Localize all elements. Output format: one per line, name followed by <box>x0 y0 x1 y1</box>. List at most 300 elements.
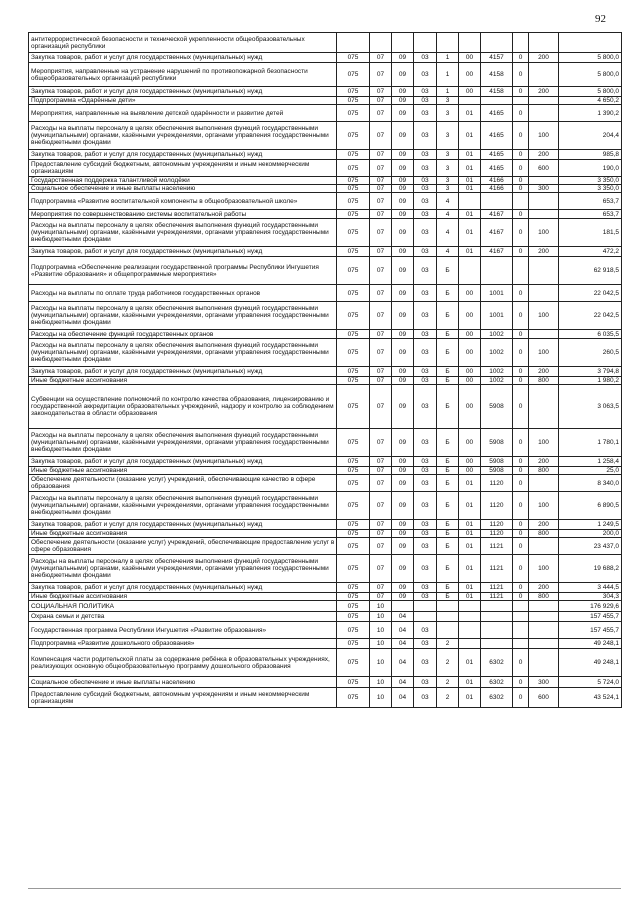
row-code-cell: 09 <box>392 367 414 377</box>
row-name-cell: Государственная программа Республики Ингушетия «Развитие образования» <box>29 622 337 639</box>
row-code-cell: 00 <box>459 367 481 377</box>
row-code-cell: 100 <box>529 339 559 367</box>
row-code-cell: 100 <box>529 492 559 520</box>
row-code-cell: 5908 <box>481 429 513 457</box>
row-code-cell: 0 <box>513 63 529 87</box>
row-code-cell: 03 <box>414 330 437 339</box>
table-row <box>29 257 622 285</box>
row-code-cell: 01 <box>459 105 481 122</box>
row-code-cell: 07 <box>370 530 392 538</box>
row-code-cell: 075 <box>337 105 370 122</box>
row-code-cell: 6302 <box>481 677 513 688</box>
row-code-cell: 1120 <box>481 475 513 492</box>
row-name-cell: Расходы на выплаты персоналу в целях обеспечения выполнения функций государственными (муниципальными) органами, казёнными учреждениями, органами управления государственными внебюджетными фондами <box>29 302 337 330</box>
row-sum-cell: 653,7 <box>559 210 622 219</box>
row-code-cell: 01 <box>459 593 481 601</box>
row-code-cell: 075 <box>337 688 370 708</box>
row-code-cell: 07 <box>370 247 392 257</box>
row-code-cell: 09 <box>392 185 414 193</box>
row-code-cell: 300 <box>529 185 559 193</box>
row-code-cell: 09 <box>392 492 414 520</box>
row-code-cell: 0 <box>513 467 529 475</box>
row-code-cell: 09 <box>392 177 414 185</box>
row-code-cell: 200 <box>529 583 559 593</box>
row-code-cell: 00 <box>459 87 481 97</box>
row-code-cell: 4158 <box>481 87 513 97</box>
row-sum-cell: 157 455,7 <box>559 622 622 639</box>
row-code-cell <box>529 257 559 285</box>
row-code-cell: 3 <box>437 150 459 160</box>
row-code-cell <box>437 33 459 53</box>
row-code-cell <box>529 33 559 53</box>
row-code-cell: 3 <box>437 185 459 193</box>
row-code-cell: 6302 <box>481 688 513 708</box>
row-name-cell: Расходы на выплаты персоналу в целях обеспечения выполнения функций государственными (муниципальными) органами, казёнными учреждениями, органами управления государственными внебюджетными фондами <box>29 219 337 247</box>
table-row <box>29 467 622 475</box>
table-row <box>29 475 622 492</box>
row-code-cell: 075 <box>337 150 370 160</box>
row-code-cell <box>392 601 414 612</box>
row-code-cell: 01 <box>459 492 481 520</box>
row-code-cell <box>529 601 559 612</box>
row-code-cell: 0 <box>513 555 529 583</box>
row-code-cell: 00 <box>459 302 481 330</box>
row-sum-cell: 5 800,0 <box>559 53 622 63</box>
row-name-cell: Социальное обеспечение и иные выплаты населению <box>29 677 337 688</box>
table-row <box>29 555 622 583</box>
row-code-cell: 075 <box>337 385 370 429</box>
row-code-cell <box>437 622 459 639</box>
row-code-cell <box>459 33 481 53</box>
row-code-cell: 01 <box>459 150 481 160</box>
row-code-cell: 4167 <box>481 219 513 247</box>
row-code-cell: 4157 <box>481 53 513 63</box>
row-code-cell: 03 <box>414 219 437 247</box>
row-code-cell: 0 <box>513 475 529 492</box>
row-code-cell: 01 <box>459 555 481 583</box>
row-code-cell: 09 <box>392 555 414 583</box>
row-code-cell: 4 <box>437 193 459 210</box>
table-row <box>29 593 622 601</box>
row-code-cell: 200 <box>529 520 559 530</box>
row-code-cell: 09 <box>392 583 414 593</box>
row-code-cell: 075 <box>337 53 370 63</box>
row-code-cell <box>529 330 559 339</box>
row-code-cell: 03 <box>414 339 437 367</box>
row-code-cell: 01 <box>459 520 481 530</box>
row-code-cell: 075 <box>337 467 370 475</box>
row-code-cell: 0 <box>513 385 529 429</box>
row-code-cell <box>414 33 437 53</box>
row-code-cell: 03 <box>414 367 437 377</box>
row-code-cell: 0 <box>513 105 529 122</box>
row-code-cell: 1121 <box>481 538 513 555</box>
row-code-cell: 03 <box>414 520 437 530</box>
row-code-cell <box>529 97 559 105</box>
row-code-cell: 100 <box>529 555 559 583</box>
row-code-cell: 1 <box>437 63 459 87</box>
row-name-cell: Подпрограмма «Развитие дошкольного образования» <box>29 639 337 649</box>
row-code-cell: 04 <box>392 688 414 708</box>
table-row <box>29 639 622 649</box>
row-name-cell: Расходы на выплаты персоналу в целях обеспечения выполнения функций государственными (муниципальными) органами, казёнными учреждениями, органами управления государственными внебюджетными фондами <box>29 122 337 150</box>
row-code-cell: 600 <box>529 160 559 177</box>
row-code-cell: 04 <box>392 612 414 622</box>
row-code-cell: Б <box>437 530 459 538</box>
row-code-cell: 09 <box>392 467 414 475</box>
row-code-cell: 09 <box>392 339 414 367</box>
row-code-cell: 1 <box>437 87 459 97</box>
row-code-cell: 00 <box>459 429 481 457</box>
table-row <box>29 247 622 257</box>
row-code-cell <box>529 538 559 555</box>
row-code-cell: 09 <box>392 429 414 457</box>
row-code-cell: 5908 <box>481 467 513 475</box>
row-code-cell: 800 <box>529 530 559 538</box>
row-code-cell: 4 <box>437 210 459 219</box>
row-code-cell <box>513 612 529 622</box>
table-row <box>29 385 622 429</box>
row-name-cell: Иные бюджетные ассигнования <box>29 593 337 601</box>
row-code-cell: 03 <box>414 53 437 63</box>
row-code-cell: 03 <box>414 150 437 160</box>
row-code-cell: 07 <box>370 429 392 457</box>
row-code-cell: 00 <box>459 385 481 429</box>
row-code-cell: 07 <box>370 257 392 285</box>
row-code-cell: 07 <box>370 219 392 247</box>
row-code-cell: 03 <box>414 583 437 593</box>
row-code-cell: 01 <box>459 177 481 185</box>
table-row <box>29 330 622 339</box>
row-code-cell <box>481 97 513 105</box>
row-code-cell: Б <box>437 475 459 492</box>
table-row <box>29 150 622 160</box>
row-name-cell: Иные бюджетные ассигнования <box>29 377 337 385</box>
row-code-cell: 00 <box>459 467 481 475</box>
row-code-cell: 07 <box>370 53 392 63</box>
table-row <box>29 53 622 63</box>
row-code-cell: 00 <box>459 53 481 63</box>
table-row <box>29 63 622 87</box>
row-code-cell: 07 <box>370 583 392 593</box>
row-code-cell: 09 <box>392 285 414 302</box>
row-code-cell <box>459 257 481 285</box>
row-code-cell: 07 <box>370 302 392 330</box>
row-name-cell: Мероприятия, направленные на устранение нарушений по противопожарной безопасности общеобразовательных организаций республики <box>29 63 337 87</box>
row-name-cell: Обеспечение деятельности (оказание услуг) учреждений, обеспечивающие предоставление услуг в сфере образования <box>29 538 337 555</box>
row-code-cell: 09 <box>392 122 414 150</box>
row-name-cell: Иные бюджетные ассигнования <box>29 530 337 538</box>
row-code-cell: 0 <box>513 177 529 185</box>
row-code-cell: 03 <box>414 105 437 122</box>
row-code-cell: 075 <box>337 367 370 377</box>
row-code-cell: 09 <box>392 385 414 429</box>
row-code-cell: 01 <box>459 677 481 688</box>
row-code-cell: Б <box>437 367 459 377</box>
row-name-cell: Закупка товаров, работ и услуг для государственных (муниципальных) нужд <box>29 367 337 377</box>
row-code-cell <box>529 649 559 677</box>
row-code-cell: 0 <box>513 122 529 150</box>
row-code-cell: 075 <box>337 219 370 247</box>
table-row <box>29 457 622 467</box>
row-code-cell: 01 <box>459 583 481 593</box>
row-code-cell: 03 <box>414 677 437 688</box>
row-name-cell: Подпрограмма «Одарённые дети» <box>29 97 337 105</box>
table-row <box>29 677 622 688</box>
row-code-cell: 07 <box>370 210 392 219</box>
row-code-cell: 09 <box>392 150 414 160</box>
row-code-cell: 0 <box>513 302 529 330</box>
row-code-cell: 03 <box>414 649 437 677</box>
row-code-cell: 04 <box>392 677 414 688</box>
row-code-cell: 0 <box>513 377 529 385</box>
row-code-cell: 07 <box>370 87 392 97</box>
row-sum-cell: 49 248,1 <box>559 639 622 649</box>
row-code-cell: 0 <box>513 688 529 708</box>
row-code-cell: 3 <box>437 97 459 105</box>
row-code-cell: 075 <box>337 160 370 177</box>
row-code-cell: 07 <box>370 475 392 492</box>
row-sum-cell: 19 688,2 <box>559 555 622 583</box>
row-code-cell <box>513 257 529 285</box>
row-sum-cell: 1 780,1 <box>559 429 622 457</box>
row-code-cell: 09 <box>392 475 414 492</box>
row-code-cell <box>392 33 414 53</box>
row-code-cell: 03 <box>414 97 437 105</box>
row-code-cell: 4165 <box>481 160 513 177</box>
row-code-cell: 2 <box>437 639 459 649</box>
row-code-cell: Б <box>437 520 459 530</box>
row-code-cell: 07 <box>370 385 392 429</box>
row-code-cell: 10 <box>370 688 392 708</box>
row-name-cell: Закупка товаров, работ и услуг для государственных (муниципальных) нужд <box>29 87 337 97</box>
row-code-cell <box>437 612 459 622</box>
table-row <box>29 122 622 150</box>
row-code-cell: 0 <box>513 677 529 688</box>
row-code-cell: 300 <box>529 677 559 688</box>
row-code-cell: 03 <box>414 87 437 97</box>
row-name-cell: Мероприятия по совершенствованию системы воспитательной работы <box>29 210 337 219</box>
row-code-cell: 3 <box>437 122 459 150</box>
row-code-cell: 075 <box>337 429 370 457</box>
row-code-cell: 0 <box>513 583 529 593</box>
row-code-cell: 4166 <box>481 185 513 193</box>
row-code-cell: 075 <box>337 530 370 538</box>
row-code-cell <box>370 33 392 53</box>
table-row <box>29 177 622 185</box>
row-code-cell: 075 <box>337 210 370 219</box>
row-code-cell: 09 <box>392 520 414 530</box>
row-code-cell: 03 <box>414 302 437 330</box>
row-code-cell: 4158 <box>481 63 513 87</box>
row-code-cell: Б <box>437 339 459 367</box>
row-code-cell: 04 <box>392 622 414 639</box>
row-code-cell: 07 <box>370 97 392 105</box>
row-name-cell: Подпрограмма «Развитие воспитательной компоненты в общеобразовательной школе» <box>29 193 337 210</box>
row-sum-cell: 22 042,5 <box>559 302 622 330</box>
row-code-cell: Б <box>437 583 459 593</box>
row-sum-cell: 181,5 <box>559 219 622 247</box>
row-code-cell: 3 <box>437 105 459 122</box>
table-row <box>29 160 622 177</box>
row-code-cell <box>481 193 513 210</box>
row-code-cell: 075 <box>337 639 370 649</box>
row-code-cell <box>414 601 437 612</box>
row-code-cell: 075 <box>337 63 370 87</box>
row-code-cell: 01 <box>459 649 481 677</box>
row-code-cell: 09 <box>392 247 414 257</box>
row-code-cell: 4167 <box>481 210 513 219</box>
row-code-cell: 10 <box>370 622 392 639</box>
row-code-cell <box>513 601 529 612</box>
row-code-cell: 07 <box>370 285 392 302</box>
row-code-cell: 100 <box>529 219 559 247</box>
row-code-cell: 075 <box>337 122 370 150</box>
row-sum-cell: 204,4 <box>559 122 622 150</box>
row-code-cell: 01 <box>459 530 481 538</box>
row-code-cell: 075 <box>337 622 370 639</box>
row-code-cell: 00 <box>459 285 481 302</box>
row-code-cell: 075 <box>337 193 370 210</box>
row-code-cell: 800 <box>529 593 559 601</box>
row-code-cell: 1121 <box>481 583 513 593</box>
row-code-cell: 2 <box>437 677 459 688</box>
row-code-cell: 0 <box>513 538 529 555</box>
table-row <box>29 367 622 377</box>
row-sum-cell: 190,0 <box>559 160 622 177</box>
table-row <box>29 538 622 555</box>
table-row <box>29 105 622 122</box>
row-code-cell: 600 <box>529 688 559 708</box>
row-sum-cell: 472,2 <box>559 247 622 257</box>
row-code-cell: 4167 <box>481 247 513 257</box>
table-row <box>29 219 622 247</box>
row-code-cell: 0 <box>513 185 529 193</box>
row-code-cell: 01 <box>459 219 481 247</box>
row-code-cell: 075 <box>337 492 370 520</box>
row-code-cell: 09 <box>392 210 414 219</box>
row-code-cell: 01 <box>459 688 481 708</box>
row-sum-cell: 22 042,5 <box>559 285 622 302</box>
row-sum-cell: 5 724,0 <box>559 677 622 688</box>
row-code-cell: 1002 <box>481 330 513 339</box>
row-code-cell: 00 <box>459 457 481 467</box>
table-row <box>29 612 622 622</box>
row-code-cell: 10 <box>370 677 392 688</box>
row-code-cell: 075 <box>337 339 370 367</box>
table-row <box>29 377 622 385</box>
row-code-cell: 5908 <box>481 385 513 429</box>
row-code-cell: 07 <box>370 193 392 210</box>
row-code-cell: 03 <box>414 63 437 87</box>
row-sum-cell: 62 918,5 <box>559 257 622 285</box>
row-code-cell: 07 <box>370 457 392 467</box>
row-code-cell <box>513 622 529 639</box>
row-code-cell: 07 <box>370 185 392 193</box>
row-sum-cell: 985,8 <box>559 150 622 160</box>
row-code-cell: 03 <box>414 377 437 385</box>
row-code-cell: 075 <box>337 257 370 285</box>
row-code-cell: 0 <box>513 53 529 63</box>
row-code-cell: 03 <box>414 257 437 285</box>
row-sum-cell: 6 035,5 <box>559 330 622 339</box>
row-code-cell: 1001 <box>481 285 513 302</box>
row-sum-cell: 3 350,0 <box>559 185 622 193</box>
row-code-cell: 1 <box>437 53 459 63</box>
row-code-cell: 0 <box>513 367 529 377</box>
row-code-cell: 09 <box>392 457 414 467</box>
row-code-cell: 09 <box>392 193 414 210</box>
row-code-cell <box>337 33 370 53</box>
row-sum-cell: 3 350,0 <box>559 177 622 185</box>
row-code-cell: 10 <box>370 649 392 677</box>
row-code-cell: 3 <box>437 160 459 177</box>
row-code-cell: 1002 <box>481 377 513 385</box>
row-name-cell: Расходы на выплаты персоналу в целях обеспечения выполнения функций государственными (муниципальными) органами, казёнными учреждениями, органами управления государственными внебюджетными фондами <box>29 339 337 367</box>
row-name-cell: Закупка товаров, работ и услуг для государственных (муниципальных) нужд <box>29 247 337 257</box>
table-row <box>29 193 622 210</box>
row-code-cell: Б <box>437 385 459 429</box>
row-code-cell: Б <box>437 467 459 475</box>
row-code-cell <box>529 285 559 302</box>
row-code-cell <box>459 612 481 622</box>
row-code-cell: 075 <box>337 97 370 105</box>
row-sum-cell: 176 929,6 <box>559 601 622 612</box>
row-code-cell: 10 <box>370 639 392 649</box>
table-row <box>29 210 622 219</box>
row-code-cell: 01 <box>459 538 481 555</box>
row-code-cell: 075 <box>337 593 370 601</box>
row-code-cell: Б <box>437 302 459 330</box>
row-code-cell <box>529 63 559 87</box>
table-row <box>29 492 622 520</box>
row-code-cell <box>481 612 513 622</box>
row-code-cell: 200 <box>529 53 559 63</box>
row-code-cell: 03 <box>414 285 437 302</box>
row-code-cell <box>513 193 529 210</box>
row-sum-cell: 5 800,0 <box>559 87 622 97</box>
row-code-cell: Б <box>437 377 459 385</box>
row-code-cell: Б <box>437 555 459 583</box>
row-code-cell: 200 <box>529 457 559 467</box>
row-name-cell: Закупка товаров, работ и услуг для государственных (муниципальных) нужд <box>29 53 337 63</box>
row-sum-cell: 3 063,5 <box>559 385 622 429</box>
row-code-cell: 100 <box>529 122 559 150</box>
row-code-cell: 075 <box>337 538 370 555</box>
row-name-cell: Иные бюджетные ассигнования <box>29 467 337 475</box>
row-sum-cell: 1 249,5 <box>559 520 622 530</box>
row-code-cell: 03 <box>414 530 437 538</box>
row-sum-cell: 157 455,7 <box>559 612 622 622</box>
row-code-cell: 07 <box>370 122 392 150</box>
row-code-cell <box>481 33 513 53</box>
row-code-cell: 03 <box>414 639 437 649</box>
row-code-cell <box>437 601 459 612</box>
row-code-cell: 09 <box>392 219 414 247</box>
row-code-cell <box>481 639 513 649</box>
row-sum-cell: 25,0 <box>559 467 622 475</box>
row-sum-cell: 200,0 <box>559 530 622 538</box>
row-name-cell: антитеррористической безопасности и технической укрепленности общеобразовательных организаций республики <box>29 33 337 53</box>
row-code-cell <box>529 622 559 639</box>
row-code-cell <box>513 639 529 649</box>
row-code-cell: 100 <box>529 302 559 330</box>
row-sum-cell: 23 437,0 <box>559 538 622 555</box>
row-code-cell <box>529 210 559 219</box>
row-name-cell: Подпрограмма «Обеспечение реализации государственной программы Республики Ингушетия «Развитие образования» и общепрограммные мероприятия» <box>29 257 337 285</box>
row-sum-cell: 4 650,2 <box>559 97 622 105</box>
row-code-cell: 0 <box>513 285 529 302</box>
